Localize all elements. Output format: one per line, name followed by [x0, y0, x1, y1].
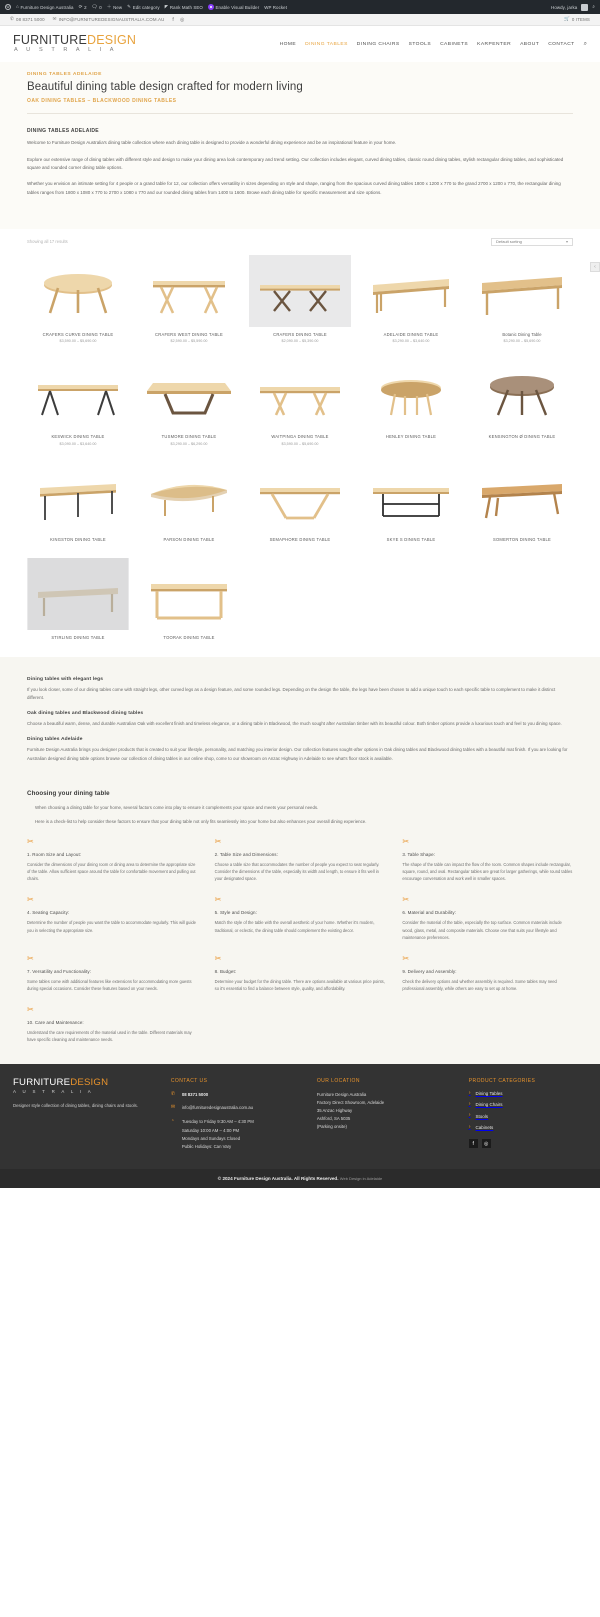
admin-bar-updates[interactable] — [79, 5, 87, 10]
product-price: $3,290.00 – $6,290.00 — [170, 441, 208, 446]
hero-subtitle: OAK DINING TABLES – BLACKWOOD DINING TABLES — [27, 98, 177, 105]
scissors-icon: ✂ — [214, 895, 222, 905]
divider — [27, 113, 573, 114]
footer-location-column — [317, 1078, 459, 1158]
product-title: KENSINGTON Ø DINING TABLE — [488, 434, 556, 440]
product-image[interactable] — [249, 255, 351, 327]
pencil-icon: ✎ — [127, 3, 132, 9]
phone-icon: ✆ — [10, 16, 14, 22]
footer-category-dining-tables[interactable] — [469, 1091, 587, 1096]
update-icon: ⟳ — [78, 3, 83, 9]
envelope-icon: ✉ — [52, 16, 57, 22]
topbar-cart-label: 0 ITEMS — [571, 17, 590, 22]
site-footer — [0, 1064, 600, 1170]
product-title: SOMERTON DINING TABLE — [493, 536, 551, 542]
product-image[interactable] — [249, 357, 351, 429]
nav-item-contact[interactable]: CONTACT — [548, 41, 575, 47]
product-title: ADELAIDE DINING TABLE — [383, 331, 439, 337]
chevron-right-icon: › — [468, 1123, 471, 1130]
footer-address-line: (Parking onsite) — [316, 1124, 347, 1130]
tip-title: 4. Seating Capacity: — [27, 910, 70, 916]
tip-item — [27, 1006, 198, 1043]
shop-toolbar — [27, 238, 573, 246]
nav-item-cabinets[interactable]: CABINETS — [440, 41, 469, 47]
tip-body: Choose a table size that accommodates the number of people you expect to seat regularly. Consider the dimensions of the table, especially its width and length, to ensure it fits well in your designated space. — [214, 861, 380, 882]
scissors-icon: ✂ — [27, 895, 34, 905]
scissors-icon: ✂ — [27, 953, 34, 963]
scissors-icon: ✂ — [402, 836, 410, 846]
content-block-body: If you look closer, some of our dining tables come with straight legs, other curved legs as a design feature, and some rounded legs. Depending on the design the table, the legs have been chosen to add a unique touch to each specific table to complement to make it distinct different. — [27, 687, 556, 701]
footer-hours-line: Public Holidays: Can Vary — [181, 1143, 232, 1149]
tip-body: Understand the care requirements of the material used in the table. Different materials may have specific cleaning and maintenance needs. — [27, 1030, 192, 1043]
footer-location-heading: OUR LOCATION — [316, 1077, 360, 1084]
nav-item-karpenter[interactable]: KARPENTER — [477, 41, 512, 47]
hero-eyebrow: DINING TABLES ADELAIDE — [27, 72, 102, 77]
admin-bar-site-name[interactable] — [16, 5, 74, 10]
nav-item-dining-tables[interactable]: DINING TABLES — [305, 41, 348, 47]
product-card[interactable] — [360, 460, 462, 545]
admin-bar-edit-category[interactable] — [127, 5, 159, 10]
tip-title: 3. Table Shape: — [402, 851, 436, 857]
content-block-heading: Oak dining tables and Blackwood dining tables — [27, 711, 144, 717]
scissors-icon: ✂ — [27, 1005, 34, 1015]
product-title: WAITPINGA DINING TABLE — [271, 434, 329, 440]
admin-bar-updates-count: 2 — [84, 4, 87, 10]
tip-item — [402, 896, 573, 940]
chevron-right-icon: › — [468, 1112, 471, 1119]
product-image[interactable] — [360, 255, 462, 327]
admin-bar-wp-rocket[interactable] — [264, 5, 287, 10]
home-icon: ⌂ — [16, 3, 19, 9]
product-image[interactable] — [138, 255, 240, 327]
product-title: STIRLING DINING TABLE — [51, 635, 105, 641]
envelope-icon: ✉ — [170, 1104, 176, 1111]
footer-logo-word-design: DESIGN — [70, 1076, 109, 1088]
product-price: $3,290.00 – $3,640.00 — [392, 339, 430, 344]
product-title: SEMAPHORE DINING TABLE — [269, 536, 331, 542]
product-card[interactable] — [138, 460, 240, 545]
product-card[interactable] — [138, 558, 240, 643]
credit-link[interactable]: Web Design in Adelaide — [339, 1176, 383, 1182]
wordpress-icon — [5, 4, 11, 10]
site-logo[interactable] — [13, 34, 136, 54]
product-card[interactable] — [27, 255, 129, 344]
product-card[interactable] — [27, 460, 129, 545]
footer-tagline: Designer style collection of dining tables, dining chairs and stools. — [13, 1102, 138, 1108]
footer-address-line: Ashford, SA 5035 — [316, 1116, 351, 1122]
tip-body: Some tables come with additional features like extensions for accommodating more guests during special occasions. Consider these features based on your needs. — [27, 978, 192, 992]
product-title: TUSMORE DINING TABLE — [161, 434, 217, 440]
nav-item-home[interactable]: HOME — [279, 41, 297, 47]
scissors-icon: ✂ — [214, 953, 222, 963]
footer-categories-heading: PRODUCT CATEGORIES — [468, 1077, 536, 1084]
footer-address — [317, 1091, 459, 1132]
admin-bar-visual-builder-label: Enable Visual Builder — [215, 4, 260, 10]
logo-wordmark — [13, 34, 136, 47]
footer-category-label: Dining Tables — [475, 1090, 503, 1096]
logo-word-design: DESIGN — [87, 33, 137, 48]
admin-bar-visual-builder[interactable] — [208, 4, 259, 10]
tip-body: Consider the material of the table, especially the top surface. Common materials include wood, glass, metal, and composite materials. Choose one that suits your lifestyle and maintenance preferences. — [402, 920, 562, 940]
footer-phone-label: 08 8371 5000 — [181, 1091, 209, 1097]
admin-bar-left-group — [5, 4, 287, 10]
instagram-icon[interactable]: ◎ — [179, 16, 185, 23]
footer-logo-word-furniture: FURNITURE — [13, 1076, 71, 1088]
product-image[interactable] — [249, 460, 351, 532]
footer-categories-column — [469, 1078, 587, 1158]
product-image[interactable] — [138, 357, 240, 429]
tip-item — [215, 955, 386, 992]
sort-select[interactable] — [491, 238, 573, 246]
footer-hours-line: Saturday 10:00 AM – 4:00 PM — [181, 1127, 240, 1133]
product-title: KESWICK DINING TABLE — [51, 434, 105, 440]
footer-address-line: Furniture Design Australia — [316, 1091, 367, 1097]
footer-hours-line: Tuesday to Friday 9:30 AM – 4:30 PM — [181, 1119, 254, 1125]
top-utility-bar — [0, 14, 600, 26]
tip-item — [27, 896, 198, 940]
choosing-section — [0, 784, 600, 1064]
product-image[interactable] — [27, 558, 129, 630]
product-card[interactable] — [27, 558, 129, 643]
wp-admin-bar — [0, 0, 600, 14]
product-image[interactable] — [27, 460, 129, 532]
tip-title: 2. Table Size and Dimensions: — [214, 851, 279, 857]
product-title: CRAFERS WEST DINING TABLE — [155, 331, 223, 337]
nav-item-dining-chairs[interactable]: DINING CHAIRS — [356, 41, 400, 47]
copyright-bar — [0, 1169, 600, 1188]
footer-social — [469, 1139, 587, 1148]
topbar-email-label: INFO@FURNITUREDESIGNAUSTRALIA.COM.AU — [58, 17, 165, 22]
product-card[interactable] — [471, 460, 573, 545]
facebook-icon[interactable]: f — [172, 16, 174, 23]
choosing-lead: Here is a check-list to help consider these factors to ensure that your dining table not only fits seamlessly into your home but also enhances your overall dining experience. — [35, 818, 367, 824]
chevron-right-icon: › — [468, 1089, 471, 1096]
logo-word-furniture: FURNITURE — [13, 33, 88, 48]
footer-address-line: 35 Anzac Highway — [316, 1107, 353, 1113]
copyright-text: © 2024 Furniture Design Australia. All Rights Reserved. — [217, 1176, 339, 1182]
product-title: CRAFERS CURVE DINING TABLE — [42, 331, 114, 337]
footer-category-stools[interactable] — [469, 1113, 587, 1118]
product-title: Botanic Dining Table — [502, 331, 542, 337]
intro-paragraph: Welcome to Furniture Design Australia's dining table collection where each dining table is designed to provide a wonderful dining experience and be an inspirational feature in your home. — [27, 140, 397, 146]
tip-item — [402, 955, 573, 992]
avatar — [581, 4, 588, 11]
footer-category-dining-chairs[interactable] — [469, 1102, 587, 1107]
facebook-icon[interactable]: f — [469, 1139, 478, 1148]
product-price: $3,090.00 – $3,640.00 — [59, 441, 97, 446]
admin-bar-rank-math[interactable] — [165, 5, 203, 10]
tip-title: 8. Budget: — [214, 968, 237, 974]
shop-section — [0, 229, 600, 657]
product-price: $3,290.00 – $5,690.00 — [503, 339, 541, 344]
footer-hours-row — [171, 1118, 307, 1151]
footer-address-line: Factory Direct Showroom, Adelaide — [316, 1099, 385, 1105]
scissors-icon: ✂ — [214, 836, 222, 846]
search-icon[interactable]: ⌕ — [592, 3, 595, 9]
product-image[interactable] — [471, 460, 573, 532]
product-image[interactable] — [360, 357, 462, 429]
scissors-icon: ✂ — [402, 953, 410, 963]
nav-item-about[interactable]: ABOUT — [520, 41, 540, 47]
admin-bar-new[interactable] — [107, 5, 122, 10]
choosing-title: Choosing your dining table — [27, 789, 110, 797]
admin-bar-wordpress-logo[interactable] — [5, 4, 11, 10]
tip-title: 9. Delivery and Assembly: — [402, 968, 457, 974]
admin-bar-wp-rocket-label: WP Rocket — [264, 4, 288, 10]
admin-bar-site-label: Furniture Design Australia — [20, 4, 74, 10]
product-image[interactable] — [471, 357, 573, 429]
topbar-phone[interactable] — [10, 17, 45, 22]
content-block-heading: Dining tables Adelaide — [27, 737, 83, 743]
footer-brand-column — [13, 1078, 161, 1158]
nav-item-stools[interactable]: STOOLS — [408, 41, 432, 47]
product-title: PARSON DINING TABLE — [163, 536, 215, 542]
topbar-cart[interactable] — [564, 17, 590, 22]
product-grid — [27, 255, 573, 643]
rank-math-icon: ◤ — [164, 3, 169, 9]
footer-category-label: Cabinets — [475, 1124, 494, 1130]
comment-icon: 🗨 — [91, 3, 98, 9]
footer-contact-column — [171, 1078, 307, 1158]
tip-title: 7. Versatility and Functionality: — [27, 968, 92, 974]
tip-title: 1. Room Size and Layout: — [27, 851, 82, 857]
topbar-phone-label: 08 8371 5000 — [16, 17, 45, 22]
footer-email-label: info@furnituredesignaustralia.com.au — [181, 1105, 254, 1111]
page-title: Beautiful dining table design crafted for modern living — [27, 81, 303, 93]
footer-category-label: Stools — [475, 1113, 489, 1119]
chevron-right-icon: › — [468, 1100, 471, 1107]
instagram-icon[interactable]: ◎ — [482, 1139, 491, 1148]
hero-section — [0, 62, 600, 124]
topbar-email[interactable] — [53, 17, 165, 22]
intro-section — [0, 124, 600, 229]
cart-icon: 🛒 — [563, 16, 570, 22]
tips-grid — [27, 838, 573, 1044]
divi-icon — [208, 4, 214, 10]
intro-paragraph: Whether you envision an intimate setting for 4 people or a grand table for 12, our collection offers versatility in sizes depending on style and shape, ranging from the spacious curved dining tables 1800 x 1200 x 770 to the grand 2700 x 1200 x 770, the rectangular dining tables ranges from 1800 x 1080 x 770 to 2700 x 1080 x 770 and our rounded dining tables from 1400 to 1600. Browe each dining table for specific measurement and size options. — [27, 181, 561, 195]
product-card[interactable] — [249, 460, 351, 545]
product-image[interactable] — [138, 558, 240, 630]
product-card[interactable] — [471, 255, 573, 344]
tip-item — [27, 838, 198, 882]
tip-body: Determine the number of people you want the table to accommodate regularly. This will guide you in selecting the appropriate size. — [27, 920, 196, 933]
tip-body: Determine your budget for the dining table. There are options available at various price points, so it's essential to find a balance between style, quality, and affordability. — [214, 978, 385, 992]
footer-phone-row[interactable] — [171, 1091, 307, 1099]
site-header — [0, 26, 600, 62]
product-title: SKYE S DINING TABLE — [386, 536, 436, 542]
product-card[interactable] — [471, 357, 573, 446]
admin-bar-new-label: New — [113, 4, 123, 10]
product-price: $2,090.00 – $5,390.00 — [281, 339, 319, 344]
result-count: Showing all 17 results — [27, 239, 68, 245]
scissors-icon: ✂ — [402, 895, 410, 905]
footer-email-row[interactable] — [171, 1104, 307, 1112]
tip-body: Match the style of the table with the overall aesthetic of your home. Whether it's modern, traditional, or eclectic, the dining table should complement the existing decor. — [214, 920, 375, 933]
scroll-toggle[interactable]: ‹ — [590, 262, 600, 272]
content-block-body: Choose a beautiful warm, dense, and durable Australian Oak with excellent finish and timeless elegance, or a dining table in Blackwood, the much sought after Australian timber with its beautiful colour. Both timber options provide a luxurious touch and feel to you dining space. — [27, 721, 562, 727]
content-block-body: Furniture Design Australia brings you designer products that is created to suit your lifestyle, personality, and matching you interior design. Our collection features sought-after options in Oak dining tables and Blackwood dining tables with a beautiful mat finish. If you are looking for Australian designed dining table options browse our collection of dining tables in our online shop, come to our showroom on Anzac Highway in Adelaide to see what's floor stock is available. — [27, 747, 568, 761]
tip-title: 10. Care and Maintenance: — [27, 1020, 84, 1026]
tip-item — [215, 896, 386, 940]
product-image[interactable] — [27, 357, 129, 429]
product-title: CRAFERS DINING TABLE — [273, 331, 327, 337]
clock-icon: ◔ — [170, 1118, 174, 1125]
product-card[interactable] — [249, 357, 351, 446]
admin-bar-edit-label: Edit category — [132, 4, 160, 10]
product-title: TOORAK DINING TABLE — [163, 635, 215, 641]
admin-bar-rank-math-label: Rank Math SEO — [169, 4, 203, 10]
product-price: $2,590.00 – $5,590.00 — [170, 339, 208, 344]
content-blocks-section — [0, 657, 600, 784]
scissors-icon: ✂ — [27, 836, 34, 846]
footer-logo[interactable] — [13, 1078, 161, 1088]
product-card[interactable] — [249, 255, 351, 344]
product-image[interactable] — [471, 255, 573, 327]
tip-item — [402, 838, 573, 882]
product-price: $3,590.00 – $5,690.00 — [59, 339, 97, 344]
admin-bar-comments-count: 0 — [99, 4, 102, 10]
intro-paragraph: Explore our extensive range of dining tables with different style and design to make your dining area look contemporary and trend setting. Our collection includes elegant, curved dining tables, classic round dining tables, stylish rectangular dining tables, and sophisticated square and rounded corner dining table options. — [27, 156, 564, 170]
product-price: $3,590.00 – $5,690.00 — [281, 441, 319, 446]
search-icon[interactable]: ⌕ — [583, 41, 587, 47]
topbar-social — [172, 17, 184, 23]
tip-title: 5. Style and Design: — [214, 910, 257, 916]
product-image[interactable] — [360, 460, 462, 532]
footer-contact-heading: CONTACT US — [170, 1077, 208, 1084]
plus-icon: ＋ — [106, 3, 112, 9]
footer-hours-line: Mondays and Sundays Closed — [181, 1135, 241, 1141]
chevron-down-icon: ▾ — [565, 239, 568, 245]
product-image[interactable] — [27, 255, 129, 327]
admin-bar-comments[interactable] — [92, 5, 102, 10]
admin-bar-greeting[interactable]: Howdy, jarka — [551, 4, 578, 10]
choosing-lead: When choosing a dining table for your home, several factors come into play to ensure it complements your space and meets your personal needs. — [35, 804, 319, 810]
tip-body: The shape of the table can impact the flow of the room. Common shapes include rectangular, square, round, and oval. Rectangular tables are great for larger gatherings, while round tables encourage conversation and work well in smaller spaces. — [402, 861, 573, 882]
footer-category-cabinets[interactable] — [469, 1125, 587, 1130]
logo-subtitle: A U S T R A L I A — [14, 47, 118, 54]
tip-body: Check the delivery options and whether assembly is required. Some tables may need professional assembly, while others are easy to set up at home. — [402, 978, 557, 992]
tip-item — [215, 838, 386, 882]
tip-item — [27, 955, 198, 992]
sort-select-value: Default sorting — [496, 239, 522, 245]
footer-logo-subtitle: A U S T R A L I A — [13, 1088, 94, 1094]
product-image[interactable] — [138, 460, 240, 532]
product-title: HENLEY DINING TABLE — [385, 434, 437, 440]
footer-hours-list — [182, 1118, 254, 1151]
intro-heading: DINING TABLES ADELAIDE — [27, 128, 99, 135]
phone-icon: ✆ — [170, 1090, 176, 1097]
tip-body: Consider the dimensions of your dining room or dining area to determine the appropriate size of the table. Allow sufficient space around the table for comfortable movement and pulling out chairs. — [27, 861, 196, 882]
product-card[interactable] — [27, 357, 129, 446]
content-block-heading: Dining tables with elegant legs — [27, 677, 104, 682]
footer-category-label: Dining Chairs — [475, 1102, 503, 1108]
main-navigation — [280, 41, 587, 47]
admin-bar-right-group — [551, 4, 595, 11]
product-card[interactable] — [138, 357, 240, 446]
product-card[interactable] — [360, 357, 462, 446]
product-card[interactable] — [138, 255, 240, 344]
product-title: KINGSTON DINING TABLE — [50, 536, 106, 542]
product-card[interactable] — [360, 255, 462, 344]
tip-title: 6. Material and Durability: — [402, 910, 457, 916]
